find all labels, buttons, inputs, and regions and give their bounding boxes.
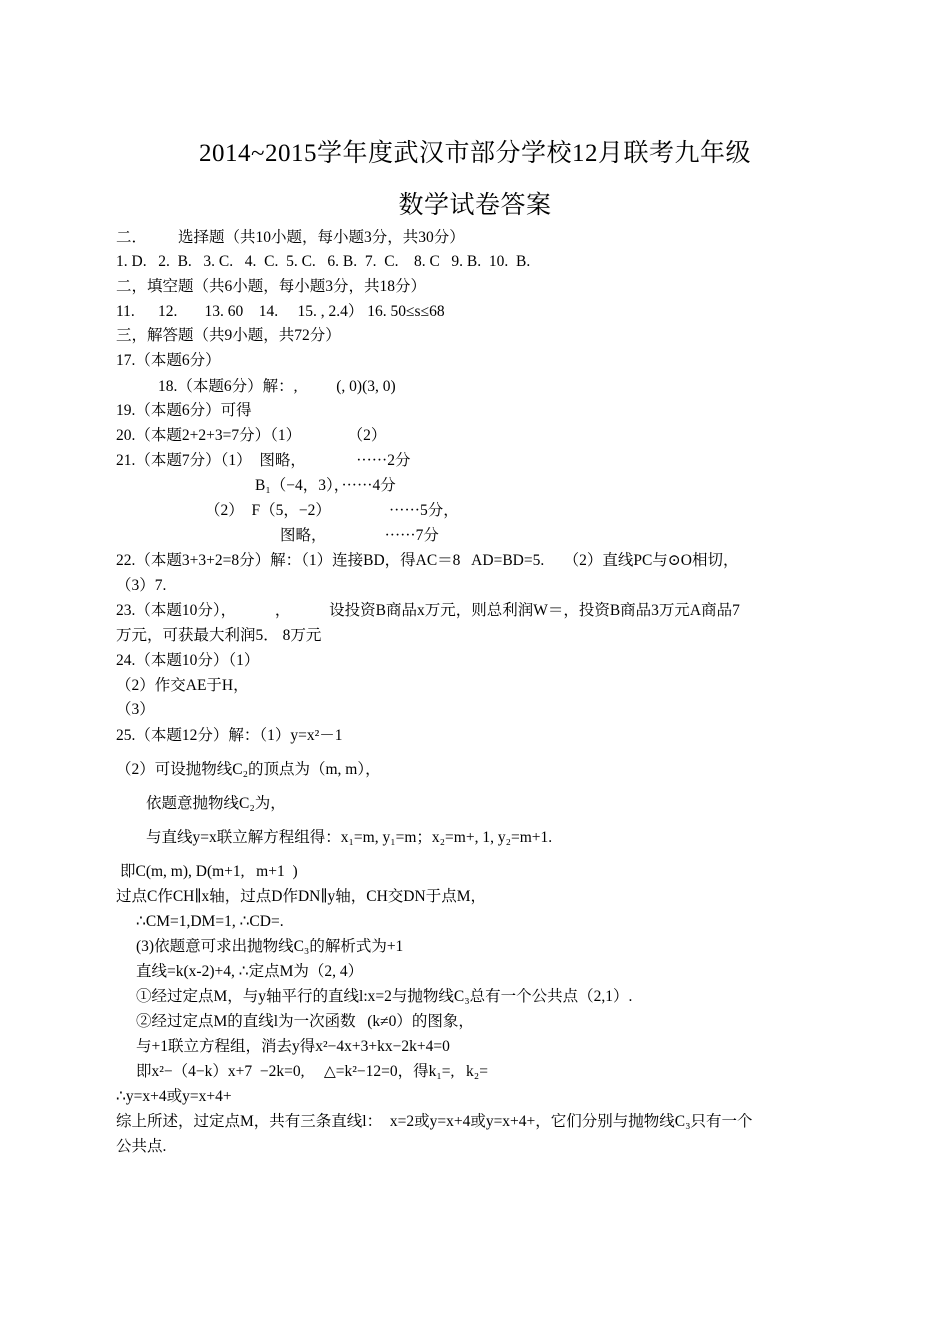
text-line: 11. 12. 13. 60 14. 15. , 2.4） 16. 50≤s≤68 <box>116 303 445 320</box>
text-line: 直线=k(x-2)+4, ∴定点M为（2, 4） <box>136 963 364 980</box>
text-line: 万元，可获最大利润5． 8万元 <box>116 627 322 644</box>
text-line: 23.（本题10分）， ， 设投资B商品x万元，则总利润W＝，投资B商品3万元A商品7 <box>116 602 740 619</box>
text-line: ∴CM=1,DM=1, ∴CD=. <box>136 913 284 930</box>
text-line: 18.（本题6分）解：, (, 0)(3, 0) <box>158 378 396 395</box>
text-line: 三，解答题（共9小题，共72分） <box>116 327 341 344</box>
text-line: （2）作交AE于H， <box>116 677 249 694</box>
text-line: 公共点. <box>116 1138 167 1155</box>
text-line: （3） <box>116 701 155 718</box>
text-line: 22.（本题3+3+2=8分）解：（1）连接BD，得AC＝8 AD=BD=5. （2）直线PC与⊙O相切， <box>116 552 739 569</box>
text-line: （2） F（5，−2） ······5分， <box>205 502 459 519</box>
text-line: 综上所述，过定点M，共有三条直线l： x=2或y=x+4或y=x+4+，它们分别与抛物线C₃只有一个 <box>116 1113 753 1130</box>
text-line: （3）7. <box>116 577 167 594</box>
text-line: 25.（本题12分）解：（1）y=x²－1 <box>116 727 343 744</box>
text-line: 即x²−（4−k）x+7 −2k=0, △=k²−12=0，得k₁=, k₂= <box>136 1063 488 1080</box>
text-line: B₁（−4，3），······4分 <box>255 477 396 494</box>
doc-title: 2014~2015学年度武汉市部分学校12月联考九年级 <box>198 140 752 167</box>
text-line: 即C(m, m), D(m+1, m+1 ) <box>120 863 298 880</box>
text-line: 二，填空题（共6小题，每小题3分，共18分） <box>116 278 427 295</box>
text-line: 24.（本题10分）（1） <box>116 652 260 669</box>
text-line: 过点C作CH∥x轴，过点D作DN∥y轴，CH交DN于点M， <box>116 888 486 905</box>
doc-subtitle: 数学试卷答案 <box>398 192 552 219</box>
text-line: 20.（本题2+2+3=7分）（1） （2） <box>116 427 387 444</box>
text-line: 二． 选择题（共10小题，每小题3分，共30分） <box>116 229 465 246</box>
text-line: (3)依题意可求出抛物线C₃的解析式为+1 <box>136 938 404 955</box>
text-line: ②经过定点M的直线l为一次函数 (k≠0）的图象， <box>136 1013 474 1030</box>
text-line: 与+1联立方程组，消去y得x²−4x+3+kx−2k+4=0 <box>136 1038 450 1055</box>
text-line: （2）可设抛物线C₂的顶点为（m, m）， <box>116 761 381 778</box>
text-line: 与直线y=x联立解方程组得：x₁=m, y₁=m；x₂=m+, 1, y₂=m+1. <box>146 829 553 846</box>
text-line: ①经过定点M，与y轴平行的直线l:x=2与抛物线C₃总有一个公共点（2,1）. <box>136 988 633 1005</box>
text-line: ∴y=x+4或y=x+4+ <box>116 1088 232 1105</box>
text-line: 17.（本题6分） <box>116 352 221 369</box>
text-line: 21.（本题7分）（1） 图略， ······2分 <box>116 452 411 469</box>
text-line: 19.（本题6分）可得 <box>116 402 252 419</box>
text-line: 图略， ······7分 <box>280 527 439 544</box>
text-line: 1. D. 2. B. 3. C. 4. C. 5. C. 6. B. 7. C. 8. C 9. B. 10. B. <box>116 253 531 270</box>
text-line: 依题意抛物线C₂为， <box>146 795 286 812</box>
